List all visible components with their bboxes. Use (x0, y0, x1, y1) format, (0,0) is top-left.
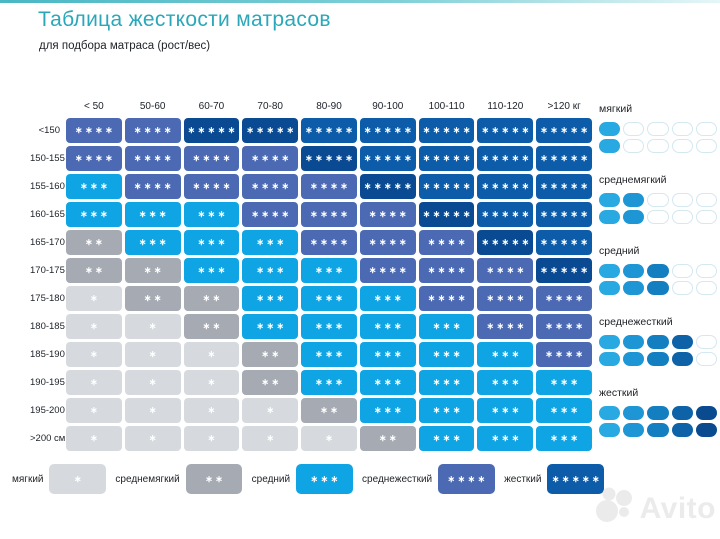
firmness-cell: ∗∗∗∗ (360, 230, 416, 255)
firmness-cell: ∗∗∗ (419, 342, 475, 367)
col-header-5: 90-100 (372, 101, 404, 112)
firmness-cell: ∗∗∗∗∗ (301, 146, 357, 171)
scale-pill-filled (599, 335, 620, 349)
table-row (30, 118, 592, 143)
firmness-cell: ∗∗∗∗∗ (419, 174, 475, 199)
scale-pill-empty (647, 139, 668, 153)
firmness-cell: ∗∗∗∗∗ (536, 118, 592, 143)
table-row (30, 370, 592, 395)
firmness-cell: ∗∗∗∗ (360, 258, 416, 283)
firmness-cell: ∗∗∗∗ (301, 174, 357, 199)
firmness-cell: ∗ (184, 370, 240, 395)
scale-pill-empty (672, 193, 693, 207)
row-header-0: <150 (38, 125, 60, 136)
firmness-cell: ∗∗ (125, 286, 181, 311)
table-row (30, 286, 592, 311)
firmness-cell: ∗∗∗∗ (301, 202, 357, 227)
firmness-cell: ∗∗∗∗ (125, 118, 181, 143)
scale-pill-row (599, 264, 717, 278)
firmness-cell: ∗∗∗ (184, 258, 240, 283)
legend-label: среднежесткий (362, 473, 433, 485)
firmness-cell: ∗∗∗∗ (242, 174, 298, 199)
firmness-cell: ∗∗∗ (301, 370, 357, 395)
scale-pill-empty (672, 281, 693, 295)
table-row (30, 174, 592, 199)
row-header-4: 165-170 (30, 237, 65, 248)
scale-pill-filled (599, 139, 620, 153)
firmness-cell: ∗∗∗∗∗ (477, 230, 533, 255)
firmness-cell: ∗ (66, 398, 122, 423)
firmness-cell: ∗∗∗ (536, 426, 592, 451)
firmness-cell: ∗∗∗ (360, 342, 416, 367)
scale-label: среднемягкий (599, 174, 667, 186)
row-header-9: 190-195 (30, 377, 65, 388)
row-header-7: 180-185 (30, 321, 65, 332)
scale-pill-filled (599, 264, 620, 278)
table-row (30, 426, 592, 451)
legend-pill: ∗∗∗∗∗ (547, 464, 604, 494)
firmness-cell: ∗∗∗∗ (184, 146, 240, 171)
table-row (30, 146, 592, 171)
firmness-cell: ∗∗∗ (301, 286, 357, 311)
firmness-cell: ∗∗∗ (477, 342, 533, 367)
scale-pill-filled (696, 423, 717, 437)
scale-pill-empty (696, 122, 717, 136)
firmness-cell: ∗∗∗∗∗ (301, 118, 357, 143)
scale-pill-filled (672, 335, 693, 349)
firmness-cell: ∗ (125, 314, 181, 339)
firmness-cell: ∗∗∗∗ (419, 258, 475, 283)
scale-pill-filled (599, 406, 620, 420)
avito-logo-icon (594, 484, 638, 533)
legend-item-2 (252, 464, 353, 494)
scale-pill-row (599, 193, 717, 207)
firmness-cell: ∗∗ (301, 398, 357, 423)
scale-pill-filled (647, 352, 668, 366)
firmness-cell: ∗ (66, 314, 122, 339)
scale-group-0 (599, 103, 717, 153)
firmness-cell: ∗∗ (66, 230, 122, 255)
col-header-8: >120 кг (547, 101, 581, 112)
firmness-cell: ∗∗∗ (477, 398, 533, 423)
scale-label: мягкий (599, 103, 633, 115)
scale-pill-filled (647, 406, 668, 420)
legend-item-3 (362, 464, 495, 494)
legend-label: средний (251, 473, 291, 485)
table-row (30, 230, 592, 255)
firmness-cell: ∗∗∗∗∗ (536, 230, 592, 255)
scale-pill-filled (623, 281, 644, 295)
firmness-cell: ∗ (66, 370, 122, 395)
firmness-cell: ∗∗∗∗ (536, 286, 592, 311)
scale-pill-filled (623, 264, 644, 278)
firmness-cell: ∗ (66, 342, 122, 367)
firmness-cell: ∗∗∗ (242, 314, 298, 339)
firmness-cell: ∗∗∗∗∗ (536, 146, 592, 171)
scale-pill-row (599, 210, 717, 224)
row-header-6: 175-180 (30, 293, 65, 304)
firmness-cell: ∗ (66, 286, 122, 311)
firmness-table (30, 101, 592, 454)
firmness-cell: ∗∗∗ (360, 370, 416, 395)
scale-pill-empty (696, 264, 717, 278)
firmness-cell: ∗∗∗ (66, 174, 122, 199)
scale-pill-empty (672, 264, 693, 278)
scale-pill-row (599, 281, 717, 295)
firmness-cell: ∗∗∗ (66, 202, 122, 227)
firmness-cell: ∗∗∗∗∗ (360, 118, 416, 143)
row-header-1: 150-155 (30, 153, 65, 164)
firmness-cell: ∗∗∗ (125, 230, 181, 255)
col-header-0: < 50 (84, 101, 104, 112)
scale-pill-row (599, 335, 717, 349)
legend-item-1 (115, 464, 242, 494)
scale-pill-empty (696, 352, 717, 366)
scale-pill-empty (696, 281, 717, 295)
firmness-cell: ∗∗∗ (242, 258, 298, 283)
firmness-scale-legend (599, 103, 717, 458)
firmness-cell: ∗∗∗∗ (536, 314, 592, 339)
firmness-cell: ∗ (125, 426, 181, 451)
scale-pill-empty (623, 122, 644, 136)
firmness-cell: ∗∗∗∗∗ (242, 118, 298, 143)
firmness-cell: ∗∗∗∗ (477, 314, 533, 339)
row-header-3: 160-165 (30, 209, 65, 220)
firmness-cell: ∗∗∗∗∗ (536, 202, 592, 227)
firmness-cell: ∗∗∗ (184, 230, 240, 255)
scale-pill-empty (696, 335, 717, 349)
firmness-cell: ∗ (125, 370, 181, 395)
scale-pill-filled (599, 210, 620, 224)
scale-pill-filled (623, 335, 644, 349)
firmness-cell: ∗∗∗ (360, 314, 416, 339)
legend-pill: ∗∗ (186, 464, 243, 494)
page-title: Таблица жесткости матрасов (38, 8, 331, 31)
col-header-7: 110-120 (487, 101, 524, 112)
avito-watermark (594, 484, 716, 533)
firmness-cell: ∗ (301, 426, 357, 451)
page-subtitle: для подбора матраса (рост/вес) (39, 40, 211, 52)
firmness-cell: ∗∗∗∗ (125, 174, 181, 199)
firmness-cell: ∗∗∗∗ (477, 258, 533, 283)
firmness-cell: ∗∗∗∗ (536, 342, 592, 367)
firmness-cell: ∗∗∗ (301, 314, 357, 339)
firmness-cell: ∗∗∗∗∗ (360, 174, 416, 199)
firmness-cell: ∗ (242, 426, 298, 451)
scale-label: среднежесткий (599, 316, 673, 328)
firmness-cell: ∗ (184, 426, 240, 451)
firmness-cell: ∗∗ (242, 370, 298, 395)
scale-pill-empty (696, 139, 717, 153)
row-header-11: >200 см (30, 433, 66, 444)
firmness-cell: ∗∗∗ (360, 398, 416, 423)
scale-label: средний (599, 245, 640, 257)
col-header-4: 80-90 (316, 101, 342, 112)
firmness-cell: ∗∗∗∗∗ (477, 174, 533, 199)
scale-pill-filled (599, 423, 620, 437)
scale-pill-filled (647, 281, 668, 295)
scale-label: жесткий (599, 387, 639, 399)
firmness-cell: ∗∗∗∗∗ (477, 202, 533, 227)
scale-pill-filled (599, 122, 620, 136)
firmness-cell: ∗ (66, 426, 122, 451)
firmness-cell: ∗∗∗ (125, 202, 181, 227)
scale-pill-filled (672, 352, 693, 366)
firmness-cell: ∗∗∗ (242, 230, 298, 255)
scale-pill-empty (672, 139, 693, 153)
firmness-cell: ∗∗∗ (419, 426, 475, 451)
scale-group-1 (599, 174, 717, 224)
firmness-cell: ∗∗∗ (419, 398, 475, 423)
firmness-cell: ∗∗∗∗ (242, 146, 298, 171)
table-row (30, 314, 592, 339)
scale-group-2 (599, 245, 717, 295)
legend-pill: ∗∗∗ (296, 464, 353, 494)
col-header-3: 70-80 (257, 101, 283, 112)
scale-pill-filled (647, 264, 668, 278)
firmness-cell: ∗∗∗∗∗ (419, 202, 475, 227)
firmness-cell: ∗ (184, 342, 240, 367)
firmness-cell: ∗∗∗ (419, 314, 475, 339)
scale-pill-row (599, 406, 717, 420)
firmness-cell: ∗∗∗∗ (66, 118, 122, 143)
firmness-cell: ∗∗∗ (184, 202, 240, 227)
row-header-5: 170-175 (30, 265, 65, 276)
row-header-8: 185-190 (30, 349, 65, 360)
firmness-cell: ∗ (242, 398, 298, 423)
firmness-cell: ∗∗∗ (360, 286, 416, 311)
scale-pill-row (599, 423, 717, 437)
firmness-cell: ∗∗∗∗∗ (477, 118, 533, 143)
table-row (30, 202, 592, 227)
firmness-cell: ∗∗∗ (477, 370, 533, 395)
firmness-cell: ∗∗∗∗∗ (419, 118, 475, 143)
firmness-cell: ∗∗ (66, 258, 122, 283)
scale-pill-empty (647, 122, 668, 136)
scale-pill-filled (647, 423, 668, 437)
firmness-cell: ∗∗∗ (419, 370, 475, 395)
scale-group-4 (599, 387, 717, 437)
row-header-2: 155-160 (30, 181, 65, 192)
firmness-cell: ∗∗∗∗ (184, 174, 240, 199)
scale-pill-filled (672, 423, 693, 437)
legend-label: жесткий (504, 473, 542, 485)
firmness-cell: ∗∗ (184, 286, 240, 311)
firmness-cell: ∗ (125, 398, 181, 423)
firmness-cell: ∗∗∗ (477, 426, 533, 451)
firmness-cell: ∗∗∗∗ (477, 286, 533, 311)
firmness-cell: ∗∗∗∗ (419, 286, 475, 311)
firmness-cell: ∗∗∗∗∗ (184, 118, 240, 143)
scale-pill-filled (647, 335, 668, 349)
scale-pill-empty (696, 193, 717, 207)
scale-pill-filled (623, 352, 644, 366)
firmness-cell: ∗∗∗ (242, 286, 298, 311)
firmness-cell: ∗∗∗∗∗ (360, 146, 416, 171)
scale-pill-empty (672, 122, 693, 136)
table-row (30, 398, 592, 423)
firmness-cell: ∗∗∗ (301, 342, 357, 367)
firmness-cell: ∗∗∗∗∗ (419, 146, 475, 171)
scale-pill-filled (599, 352, 620, 366)
scale-pill-empty (623, 139, 644, 153)
firmness-cell: ∗∗ (184, 314, 240, 339)
firmness-cell: ∗∗∗∗∗ (536, 174, 592, 199)
scale-pill-empty (647, 193, 668, 207)
table-row (30, 342, 592, 367)
table-row (30, 258, 592, 283)
firmness-cell: ∗∗∗∗ (419, 230, 475, 255)
legend-label: мягкий (12, 473, 44, 485)
col-header-1: 50-60 (139, 101, 166, 112)
firmness-cell: ∗∗∗∗∗ (477, 146, 533, 171)
legend-pill: ∗∗∗∗ (438, 464, 495, 494)
scale-pill-filled (672, 406, 693, 420)
col-header-6: 100-110 (428, 101, 465, 112)
scale-pill-row (599, 139, 717, 153)
scale-pill-filled (623, 210, 644, 224)
legend-item-0 (12, 464, 106, 494)
firmness-cell: ∗∗ (125, 258, 181, 283)
firmness-cell: ∗∗ (360, 426, 416, 451)
scale-pill-row (599, 352, 717, 366)
scale-pill-filled (599, 193, 620, 207)
avito-watermark-text: Avito (639, 491, 716, 525)
scale-pill-filled (623, 423, 644, 437)
scale-pill-row (599, 122, 717, 136)
firmness-cell: ∗∗∗∗ (301, 230, 357, 255)
legend-pill: ∗ (49, 464, 106, 494)
firmness-cell: ∗ (125, 342, 181, 367)
scale-group-3 (599, 316, 717, 366)
firmness-cell: ∗∗∗ (536, 398, 592, 423)
col-header-2: 60-70 (198, 101, 225, 112)
firmness-cell: ∗ (184, 398, 240, 423)
top-accent-line (0, 0, 720, 3)
firmness-cell: ∗∗∗∗ (360, 202, 416, 227)
bottom-legend (12, 464, 604, 494)
scale-pill-filled (599, 281, 620, 295)
scale-pill-filled (623, 406, 644, 420)
firmness-cell: ∗∗∗∗ (125, 146, 181, 171)
firmness-cell: ∗∗∗ (301, 258, 357, 283)
firmness-cell: ∗∗∗∗ (66, 146, 122, 171)
scale-pill-empty (672, 210, 693, 224)
legend-label: среднемягкий (115, 473, 180, 485)
firmness-cell: ∗∗∗∗∗ (536, 258, 592, 283)
scale-pill-empty (696, 210, 717, 224)
scale-pill-filled (696, 406, 717, 420)
row-header-10: 195-200 (30, 405, 65, 416)
firmness-cell: ∗∗∗∗ (242, 202, 298, 227)
firmness-cell: ∗∗∗ (536, 370, 592, 395)
scale-pill-filled (623, 193, 644, 207)
legend-item-4 (504, 464, 604, 494)
firmness-cell: ∗∗ (242, 342, 298, 367)
scale-pill-empty (647, 210, 668, 224)
